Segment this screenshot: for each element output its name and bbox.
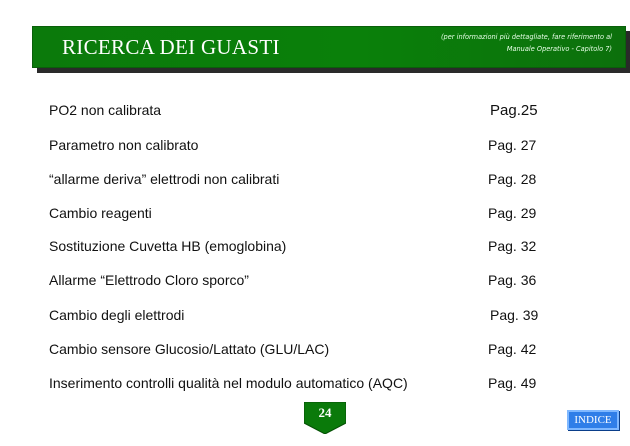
item-page-ref[interactable]: Pag. 29 xyxy=(488,205,537,221)
item-page-ref[interactable]: Pag. 27 xyxy=(488,137,537,153)
list-item[interactable] xyxy=(0,341,630,361)
item-page-ref[interactable]: Pag. 39 xyxy=(490,307,539,323)
index-button[interactable]: INDICE xyxy=(567,410,619,430)
item-label[interactable]: Allarme “Elettrodo Cloro sporco” xyxy=(49,272,249,288)
item-page-ref[interactable]: Pag. 28 xyxy=(488,171,537,187)
list-item[interactable] xyxy=(0,375,630,395)
item-page-ref[interactable]: Pag. 32 xyxy=(488,238,537,254)
page-number: 24 xyxy=(318,405,332,420)
page-number-badge xyxy=(304,402,346,434)
list-item[interactable] xyxy=(0,307,630,327)
item-label[interactable]: Cambio sensore Glucosio/Lattato (GLU/LAC) xyxy=(49,341,330,357)
list-item[interactable] xyxy=(0,205,630,225)
item-label[interactable]: Sostituzione Cuvetta HB (emoglobina) xyxy=(49,238,287,254)
list-item[interactable] xyxy=(0,272,630,292)
page-title: RICERCA DEI GUASTI xyxy=(62,35,280,59)
manual-reference-note-line2: Manuale Operativo - Capitolo 7) xyxy=(506,45,612,53)
manual-reference-note-line1: (per informazioni più dettagliate, fare riferimento al xyxy=(440,33,612,41)
item-label[interactable]: Cambio reagenti xyxy=(49,205,152,221)
list-item[interactable] xyxy=(0,102,630,122)
item-page-ref[interactable]: Pag. 49 xyxy=(488,375,537,391)
item-page-ref[interactable]: Pag. 42 xyxy=(488,341,537,357)
item-page-ref[interactable]: Pag.25 xyxy=(490,102,538,119)
item-label[interactable]: Parametro non calibrato xyxy=(49,137,199,153)
list-item[interactable] xyxy=(0,171,630,191)
item-page-ref[interactable]: Pag. 36 xyxy=(488,272,537,288)
list-item[interactable] xyxy=(0,137,630,157)
item-label[interactable]: “allarme deriva” elettrodi non calibrati xyxy=(49,171,280,187)
item-label[interactable]: Inserimento controlli qualità nel modulo automatico (AQC) xyxy=(49,375,408,391)
item-label[interactable]: PO2 non calibrata xyxy=(49,102,162,118)
item-label[interactable]: Cambio degli elettrodi xyxy=(49,307,185,323)
list-item[interactable] xyxy=(0,238,630,258)
